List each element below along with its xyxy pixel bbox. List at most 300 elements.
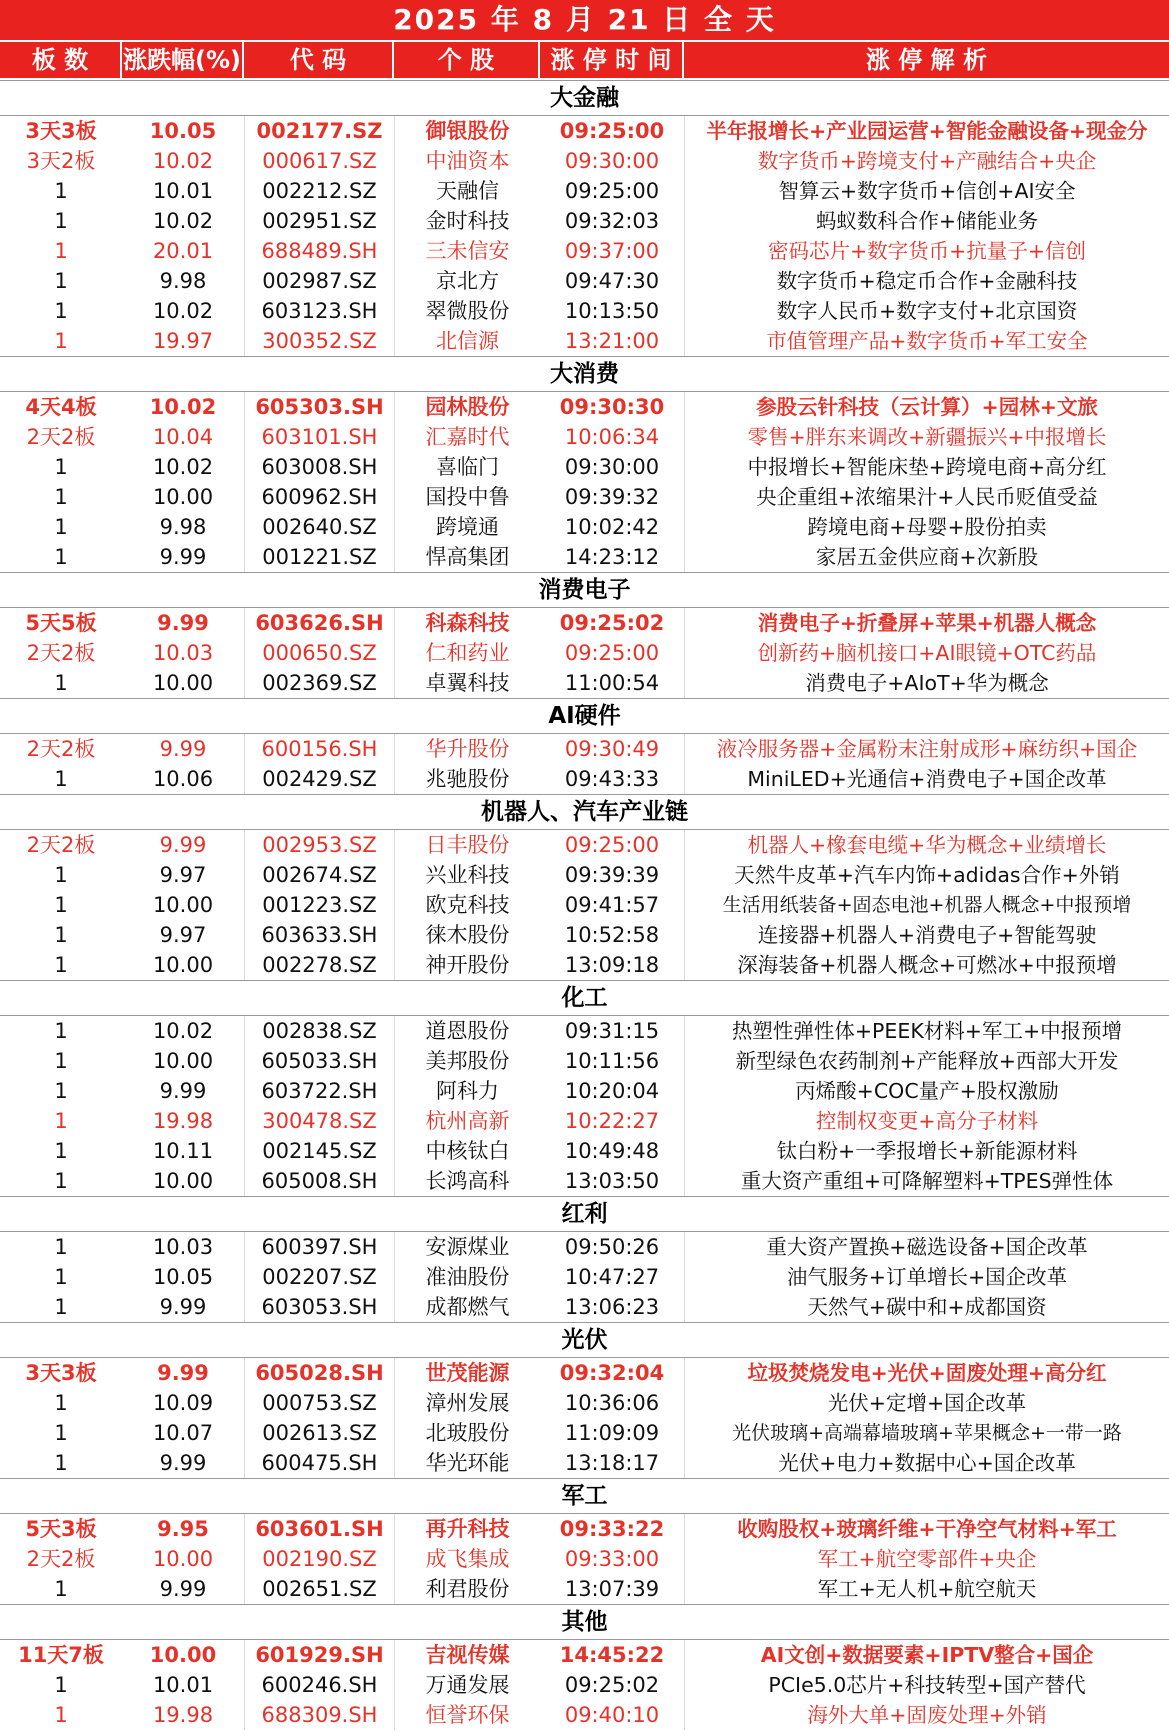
stock-cell: 恒誉环保 [394, 1700, 540, 1730]
board-cell: 1 [54, 1139, 68, 1163]
reason-cell: 智算云+数字货币+信创+AI安全 [684, 176, 1169, 206]
reason-cell: 市值管理产品+数字货币+军工安全 [684, 326, 1169, 356]
table-row [0, 422, 1169, 452]
table-row [0, 1016, 1169, 1046]
code-cell: 603123.SH [244, 296, 394, 326]
time-cell: 13:03:50 [564, 1169, 660, 1193]
change-cell: 10.02 [152, 149, 214, 173]
header-time: 涨 停 时 间 [540, 42, 684, 78]
change-cell: 10.01 [152, 1673, 214, 1697]
header-change: 涨跌幅(%) [122, 42, 244, 78]
code-cell: 605303.SH [244, 392, 394, 422]
stock-cell: 神开股份 [394, 950, 540, 980]
header-reason: 涨 停 解 析 [865, 46, 988, 74]
stock-cell: 再升科技 [394, 1514, 540, 1544]
change-cell: 10.02 [152, 1019, 214, 1043]
table-row [0, 542, 1169, 572]
reason-cell: AI文创+数据要素+IPTV整合+国企 [684, 1640, 1169, 1670]
board-cell: 3天2板 [26, 149, 96, 173]
board-cell: 1 [54, 863, 68, 887]
stock-cell: 北玻股份 [394, 1418, 540, 1448]
change-cell: 10.00 [152, 953, 214, 977]
time-cell: 13:07:39 [564, 1577, 660, 1601]
board-cell: 2天2板 [26, 1547, 96, 1571]
change-cell: 9.99 [159, 1079, 207, 1103]
table-title: 2025 年 8 月 21 日 全 天 [0, 0, 1169, 42]
code-cell: 002674.SZ [244, 860, 394, 890]
table-row [0, 1262, 1169, 1292]
stock-cell: 卓翼科技 [394, 668, 540, 698]
time-cell: 09:41:57 [564, 893, 660, 917]
table-row [0, 1166, 1169, 1196]
board-cell: 1 [54, 1673, 68, 1697]
table-row [0, 1514, 1169, 1544]
header-stock: 个 股 [394, 42, 540, 78]
change-cell: 10.00 [152, 485, 214, 509]
stock-cell: 悍高集团 [394, 542, 540, 572]
reason-cell: 光伏+电力+数据中心+国企改革 [684, 1448, 1169, 1478]
change-cell: 10.02 [152, 455, 214, 479]
board-cell: 1 [54, 1079, 68, 1103]
board-cell: 4天4板 [25, 395, 97, 419]
reason-cell: 零售+胖东来调改+新疆振兴+中报增长 [684, 422, 1169, 452]
stock-cell: 华光环能 [394, 1448, 540, 1478]
table-row [0, 890, 1169, 920]
board-cell: 11天7板 [18, 1643, 104, 1667]
stock-cell: 日丰股份 [394, 830, 540, 860]
table-row [0, 638, 1169, 668]
code-cell: 002640.SZ [244, 512, 394, 542]
table-row [0, 1388, 1169, 1418]
table-row [0, 236, 1169, 266]
table-row [0, 1046, 1169, 1076]
stock-cell: 兆驰股份 [394, 764, 540, 794]
table-row [0, 1292, 1169, 1322]
code-cell: 600475.SH [244, 1448, 394, 1478]
board-cell: 1 [54, 1391, 68, 1415]
board-cell: 1 [54, 239, 68, 263]
change-cell: 19.98 [152, 1109, 214, 1133]
table-row [0, 950, 1169, 980]
change-cell: 10.02 [152, 299, 214, 323]
board-cell: 5天5板 [25, 611, 97, 635]
table-row [0, 1544, 1169, 1574]
board-cell: 1 [54, 767, 68, 791]
board-cell: 2天2板 [26, 833, 96, 857]
code-cell: 600397.SH [244, 1232, 394, 1262]
stock-cell: 准油股份 [394, 1262, 540, 1292]
time-cell: 10:49:48 [564, 1139, 660, 1163]
stock-cell: 吉视传媒 [394, 1640, 540, 1670]
board-cell: 3天3板 [25, 1361, 97, 1385]
board-cell: 1 [54, 1703, 68, 1727]
change-cell: 10.04 [152, 425, 214, 449]
change-cell: 10.03 [152, 641, 214, 665]
stock-cell: 安源煤业 [394, 1232, 540, 1262]
reason-cell: 重大资产重组+可降解塑料+TPES弹性体 [684, 1166, 1169, 1196]
board-cell: 1 [54, 1421, 68, 1445]
stock-cell: 成都燃气 [394, 1292, 540, 1322]
reason-cell: 跨境电商+母婴+股份拍卖 [684, 512, 1169, 542]
code-cell: 000753.SZ [244, 1388, 394, 1418]
reason-cell: 重大资产置换+磁选设备+国企改革 [684, 1232, 1169, 1262]
table-row [0, 512, 1169, 542]
reason-cell: MiniLED+光通信+消费电子+国企改革 [684, 764, 1169, 794]
board-cell: 1 [54, 455, 68, 479]
code-cell: 605028.SH [244, 1358, 394, 1388]
time-cell: 09:30:00 [564, 455, 660, 479]
change-cell: 9.99 [159, 1451, 207, 1475]
board-cell: 1 [54, 299, 68, 323]
stock-cell: 华升股份 [394, 734, 540, 764]
code-cell: 605033.SH [244, 1046, 394, 1076]
reason-cell: 消费电子+AIoT+华为概念 [684, 668, 1169, 698]
reason-cell: 蚂蚁数科合作+储能业务 [684, 206, 1169, 236]
header-code: 代 码 [244, 42, 394, 78]
reason-cell: 垃圾焚烧发电+光伏+固废处理+高分红 [684, 1358, 1169, 1388]
time-cell: 10:02:42 [564, 515, 660, 539]
time-cell: 10:22:27 [564, 1109, 660, 1133]
stock-cell: 世茂能源 [394, 1358, 540, 1388]
stock-cell: 国投中鲁 [394, 482, 540, 512]
board-cell: 1 [54, 179, 68, 203]
change-cell: 10.06 [152, 767, 214, 791]
stock-cell: 仁和药业 [394, 638, 540, 668]
board-cell: 1 [54, 1049, 68, 1073]
change-cell: 10.09 [152, 1391, 214, 1415]
code-cell: 000617.SZ [244, 146, 394, 176]
change-cell: 10.01 [152, 179, 214, 203]
board-cell: 1 [54, 893, 68, 917]
section-title: 消费电子 [0, 572, 1169, 608]
code-cell: 601929.SH [244, 1640, 394, 1670]
code-cell: 002953.SZ [244, 830, 394, 860]
time-cell: 09:47:30 [564, 269, 660, 293]
time-cell: 09:33:22 [559, 1517, 665, 1541]
board-cell: 1 [54, 1169, 68, 1193]
change-cell: 19.98 [152, 1703, 214, 1727]
change-cell: 9.98 [159, 515, 207, 539]
stock-cell: 京北方 [394, 266, 540, 296]
board-cell: 5天3板 [25, 1517, 97, 1541]
stock-cell: 中油资本 [394, 146, 540, 176]
change-cell: 19.97 [152, 329, 214, 353]
code-cell: 603722.SH [244, 1076, 394, 1106]
time-cell: 09:37:00 [564, 239, 660, 263]
time-cell: 13:21:00 [564, 329, 660, 353]
code-cell: 002177.SZ [244, 116, 394, 146]
stock-cell: 科森科技 [394, 608, 540, 638]
board-cell: 1 [54, 545, 68, 569]
section-title: 大金融 [0, 80, 1169, 116]
stock-cell: 美邦股份 [394, 1046, 540, 1076]
reason-cell: 天然牛皮革+汽车内饰+adidas合作+外销 [684, 860, 1169, 890]
code-cell: 002651.SZ [244, 1574, 394, 1604]
board-cell: 1 [54, 515, 68, 539]
time-cell: 09:43:33 [564, 767, 660, 791]
time-cell: 09:25:02 [564, 1673, 660, 1697]
table-row [0, 452, 1169, 482]
time-cell: 13:09:18 [564, 953, 660, 977]
reason-cell: 机器人+橡套电缆+华为概念+业绩增长 [684, 830, 1169, 860]
stock-cell: 中核钛白 [394, 1136, 540, 1166]
time-cell: 11:09:09 [564, 1421, 660, 1445]
board-cell: 1 [54, 1019, 68, 1043]
reason-cell: 光伏玻璃+高端幕墙玻璃+苹果概念+一带一路 [684, 1418, 1169, 1448]
board-cell: 1 [54, 209, 68, 233]
reason-cell: 央企重组+浓缩果汁+人民币贬值受益 [684, 482, 1169, 512]
stock-cell: 阿科力 [394, 1076, 540, 1106]
table-row [0, 176, 1169, 206]
stock-cell: 跨境通 [394, 512, 540, 542]
board-cell: 1 [54, 1109, 68, 1133]
table-row [0, 266, 1169, 296]
change-cell: 20.01 [152, 239, 214, 263]
stock-cell: 汇嘉时代 [394, 422, 540, 452]
code-cell: 002212.SZ [244, 176, 394, 206]
code-cell: 002207.SZ [244, 1262, 394, 1292]
board-cell: 1 [54, 485, 68, 509]
table-row [0, 1670, 1169, 1700]
table-row [0, 860, 1169, 890]
reason-cell: 天然气+碳中和+成都国资 [684, 1292, 1169, 1322]
reason-cell: 控制权变更+高分子材料 [684, 1106, 1169, 1136]
code-cell: 001221.SZ [244, 542, 394, 572]
board-cell: 1 [54, 1265, 68, 1289]
change-cell: 10.07 [152, 1421, 214, 1445]
table-row [0, 1232, 1169, 1262]
table-row [0, 1418, 1169, 1448]
reason-cell: 军工+航空零部件+央企 [684, 1544, 1169, 1574]
change-cell: 9.99 [159, 1295, 207, 1319]
table-row [0, 326, 1169, 356]
change-cell: 10.00 [152, 671, 214, 695]
time-cell: 09:50:26 [564, 1235, 660, 1259]
reason-cell: 生活用纸装备+固态电池+机器人概念+中报预增 [684, 890, 1169, 920]
table-row [0, 830, 1169, 860]
stock-cell: 万通发展 [394, 1670, 540, 1700]
section-title: 军工 [0, 1478, 1169, 1514]
board-cell: 1 [54, 329, 68, 353]
change-cell: 9.97 [159, 863, 207, 887]
table-row [0, 1640, 1169, 1670]
change-cell: 10.11 [152, 1139, 214, 1163]
code-cell: 603008.SH [244, 452, 394, 482]
change-cell: 10.00 [152, 1547, 214, 1571]
code-cell: 603601.SH [244, 1514, 394, 1544]
board-cell: 1 [54, 953, 68, 977]
reason-cell: 消费电子+折叠屏+苹果+机器人概念 [684, 608, 1169, 638]
section-title: 光伏 [0, 1322, 1169, 1358]
header-row [0, 42, 1169, 80]
reason-cell: 收购股权+玻璃纤维+干净空气材料+军工 [684, 1514, 1169, 1544]
table-row [0, 1358, 1169, 1388]
change-cell: 10.05 [149, 119, 217, 143]
reason-cell: 创新药+脑机接口+AI眼镜+OTC药品 [684, 638, 1169, 668]
table-row [0, 116, 1169, 146]
change-cell: 9.99 [159, 1577, 207, 1601]
code-cell: 002987.SZ [244, 266, 394, 296]
time-cell: 09:25:02 [559, 611, 665, 635]
section-title: 其他 [0, 1604, 1169, 1640]
stock-cell: 三未信安 [394, 236, 540, 266]
stock-cell: 金时科技 [394, 206, 540, 236]
time-cell: 09:25:00 [564, 641, 660, 665]
board-cell: 2天2板 [26, 737, 96, 761]
reason-cell: 丙烯酸+COC量产+股权激励 [684, 1076, 1169, 1106]
code-cell: 002190.SZ [244, 1544, 394, 1574]
time-cell: 10:36:06 [564, 1391, 660, 1415]
time-cell: 11:00:54 [564, 671, 660, 695]
reason-cell: 中报增长+智能床垫+跨境电商+高分红 [684, 452, 1169, 482]
reason-cell: 家居五金供应商+次新股 [684, 542, 1169, 572]
code-cell: 300352.SZ [244, 326, 394, 356]
board-cell: 1 [54, 1235, 68, 1259]
change-cell: 10.03 [152, 1235, 214, 1259]
code-cell: 600962.SH [244, 482, 394, 512]
stock-cell: 翠微股份 [394, 296, 540, 326]
code-cell: 300478.SZ [244, 1106, 394, 1136]
time-cell: 09:40:10 [564, 1703, 660, 1727]
reason-cell: 深海装备+机器人概念+可燃冰+中报预增 [684, 950, 1169, 980]
change-cell: 10.05 [152, 1265, 214, 1289]
change-cell: 10.00 [152, 1049, 214, 1073]
reason-cell: 光伏+定增+国企改革 [684, 1388, 1169, 1418]
time-cell: 09:33:00 [564, 1547, 660, 1571]
section-title: 大消费 [0, 356, 1169, 392]
board-cell: 1 [54, 923, 68, 947]
change-cell: 9.99 [159, 737, 207, 761]
table-row [0, 1448, 1169, 1478]
table-row [0, 1076, 1169, 1106]
reason-cell: 油气服务+订单增长+国企改革 [684, 1262, 1169, 1292]
code-cell: 688309.SH [244, 1700, 394, 1730]
stock-cell: 兴业科技 [394, 860, 540, 890]
reason-cell: 数字货币+稳定币合作+金融科技 [684, 266, 1169, 296]
section-title: 化工 [0, 980, 1169, 1016]
time-cell: 10:47:27 [564, 1265, 660, 1289]
code-cell: 001223.SZ [244, 890, 394, 920]
table-row [0, 668, 1169, 698]
change-cell: 10.02 [149, 395, 217, 419]
board-cell: 1 [54, 671, 68, 695]
change-cell: 9.99 [157, 611, 209, 635]
time-cell: 10:52:58 [564, 923, 660, 947]
stock-cell: 天融信 [394, 176, 540, 206]
stock-cell: 长鸿高科 [394, 1166, 540, 1196]
section-title: AI硬件 [0, 698, 1169, 734]
change-cell: 10.00 [152, 893, 214, 917]
time-cell: 14:45:22 [559, 1643, 665, 1667]
stock-cell: 利君股份 [394, 1574, 540, 1604]
change-cell: 10.02 [152, 209, 214, 233]
time-cell: 09:25:00 [564, 179, 660, 203]
reason-cell: 军工+无人机+航空航天 [684, 1574, 1169, 1604]
table-row [0, 146, 1169, 176]
time-cell: 09:30:49 [564, 737, 660, 761]
time-cell: 13:18:17 [564, 1451, 660, 1475]
board-cell: 1 [54, 1451, 68, 1475]
time-cell: 09:25:00 [564, 833, 660, 857]
table-row [0, 1106, 1169, 1136]
table-row [0, 1574, 1169, 1604]
code-cell: 688489.SH [244, 236, 394, 266]
change-cell: 9.97 [159, 923, 207, 947]
time-cell: 09:30:00 [564, 149, 660, 173]
code-cell: 603053.SH [244, 1292, 394, 1322]
reason-cell: 数字人民币+数字支付+北京国资 [684, 296, 1169, 326]
table-row [0, 734, 1169, 764]
time-cell: 13:06:23 [564, 1295, 660, 1319]
code-cell: 600156.SH [244, 734, 394, 764]
table-row [0, 1700, 1169, 1730]
change-cell: 10.00 [149, 1643, 217, 1667]
time-cell: 09:31:15 [564, 1019, 660, 1043]
table-row [0, 764, 1169, 794]
time-cell: 09:30:30 [559, 395, 665, 419]
code-cell: 002838.SZ [244, 1016, 394, 1046]
reason-cell: PCIe5.0芯片+科技转型+国产替代 [684, 1670, 1169, 1700]
reason-cell: 半年报增长+产业园运营+智能金融设备+现金分 [684, 116, 1169, 146]
reason-cell: 密码芯片+数字货币+抗量子+信创 [684, 236, 1169, 266]
section-title: 红利 [0, 1196, 1169, 1232]
stock-cell: 喜临门 [394, 452, 540, 482]
reason-cell: 新型绿色农药制剂+产能释放+西部大开发 [684, 1046, 1169, 1076]
code-cell: 002429.SZ [244, 764, 394, 794]
change-cell: 9.95 [157, 1517, 209, 1541]
board-cell: 2天2板 [26, 425, 96, 449]
code-cell: 002278.SZ [244, 950, 394, 980]
reason-cell: 连接器+机器人+消费电子+智能驾驶 [684, 920, 1169, 950]
change-cell: 9.99 [157, 1361, 209, 1385]
header-board: 板 数 [0, 42, 122, 78]
change-cell: 9.99 [159, 833, 207, 857]
table-row [0, 608, 1169, 638]
code-cell: 002369.SZ [244, 668, 394, 698]
reason-cell: 参股云针科技（云计算）+园林+文旅 [684, 392, 1169, 422]
time-cell: 10:13:50 [564, 299, 660, 323]
time-cell: 09:25:00 [559, 119, 665, 143]
code-cell: 600246.SH [244, 1670, 394, 1700]
board-cell: 2天2板 [26, 641, 96, 665]
stock-cell: 欧克科技 [394, 890, 540, 920]
code-cell: 603633.SH [244, 920, 394, 950]
reason-cell: 钛白粉+一季报增长+新能源材料 [684, 1136, 1169, 1166]
code-cell: 603101.SH [244, 422, 394, 452]
stock-cell: 北信源 [394, 326, 540, 356]
stock-cell: 徕木股份 [394, 920, 540, 950]
section-title: 机器人、汽车产业链 [0, 794, 1169, 830]
code-cell: 603626.SH [244, 608, 394, 638]
time-cell: 10:11:56 [564, 1049, 660, 1073]
board-cell: 1 [54, 1295, 68, 1319]
change-cell: 10.00 [152, 1169, 214, 1193]
stock-cell: 御银股份 [394, 116, 540, 146]
time-cell: 09:39:39 [564, 863, 660, 887]
reason-cell: 海外大单+固废处理+外销 [684, 1700, 1169, 1730]
table-row [0, 920, 1169, 950]
time-cell: 09:39:32 [564, 485, 660, 509]
time-cell: 10:06:34 [564, 425, 660, 449]
table-row [0, 1136, 1169, 1166]
code-cell: 002145.SZ [244, 1136, 394, 1166]
board-cell: 1 [54, 1577, 68, 1601]
table-row [0, 482, 1169, 512]
reason-cell: 数字货币+跨境支付+产融结合+央企 [684, 146, 1169, 176]
change-cell: 9.98 [159, 269, 207, 293]
reason-cell: 液冷服务器+金属粉末注射成形+麻纺织+国企 [684, 734, 1169, 764]
time-cell: 09:32:03 [564, 209, 660, 233]
